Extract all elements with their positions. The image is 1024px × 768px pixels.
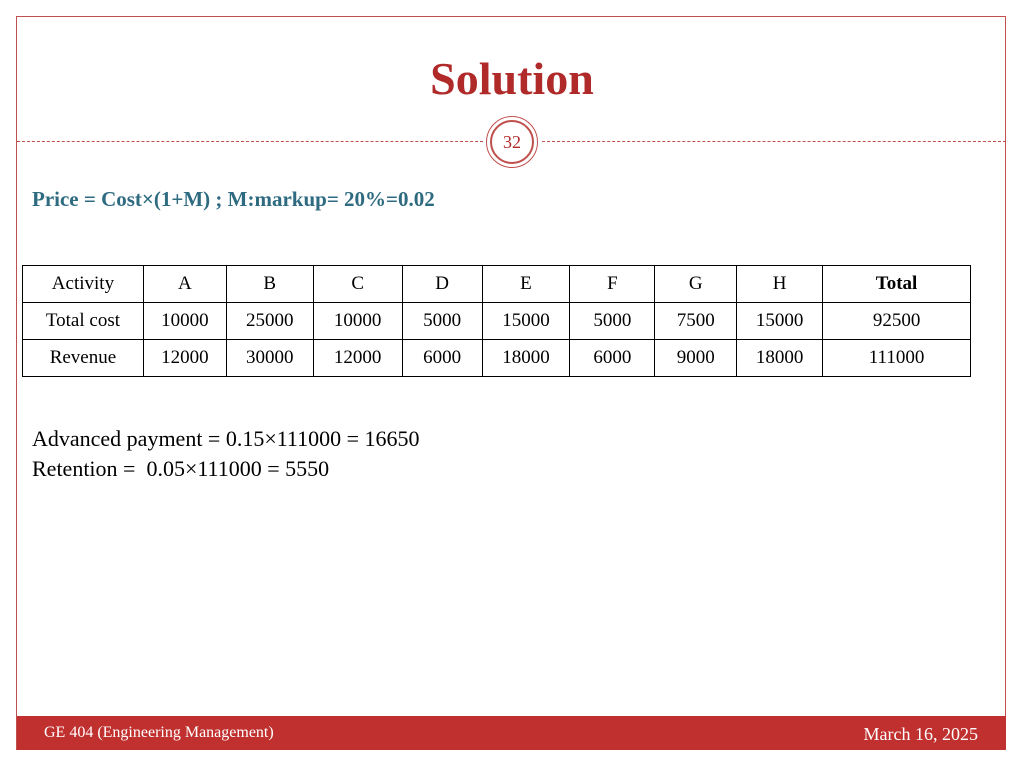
retention-line: Retention = 0.05×111000 = 5550 [32,456,330,481]
table-header-row [23,266,971,303]
table-cell: 25000 [226,303,313,340]
table-cell: Revenue [23,340,144,377]
header-cell: Activity [23,266,144,303]
table-cell: 5000 [570,303,655,340]
table-cell: 15000 [482,303,570,340]
header-cell: D [402,266,482,303]
header-cell: G [655,266,737,303]
table-cell: 92500 [823,303,971,340]
header-cell: B [226,266,313,303]
header-cell: F [570,266,655,303]
table-cell: 7500 [655,303,737,340]
page-number-badge [486,116,538,168]
table-cell: 18000 [482,340,570,377]
advance-payment-line: Advanced payment = 0.15×111000 = 16650 [32,426,420,451]
header-cell: A [143,266,226,303]
table-cell: 15000 [737,303,823,340]
footer-date: March 16, 2025 [863,724,978,744]
header-cell: C [313,266,402,303]
header-cell: H [737,266,823,303]
table-cell: Total cost [23,303,144,340]
footer-course-label: GE 404 (Engineering Management) [44,724,274,741]
price-formula: Price = Cost×(1+M) ; M:markup= 20%=0.02 [32,187,435,211]
table-cell: 6000 [570,340,655,377]
table-cell: 12000 [143,340,226,377]
table-cell: 10000 [313,303,402,340]
table-cell: 6000 [402,340,482,377]
slide-title: Solution [430,53,594,104]
activity-table [22,265,971,377]
table-cell: 5000 [402,303,482,340]
table-cell: 18000 [737,340,823,377]
table-cell: 10000 [143,303,226,340]
table-cell: 111000 [823,340,971,377]
page-number: 32 [490,120,534,164]
table-cell: 30000 [226,340,313,377]
table-cell: 12000 [313,340,402,377]
table-row [23,303,971,340]
header-cell-total: Total [823,266,971,303]
header-cell: E [482,266,570,303]
table-row [23,340,971,377]
table-cell: 9000 [655,340,737,377]
title-divider-right [542,141,1006,142]
title-divider-left [17,141,483,142]
